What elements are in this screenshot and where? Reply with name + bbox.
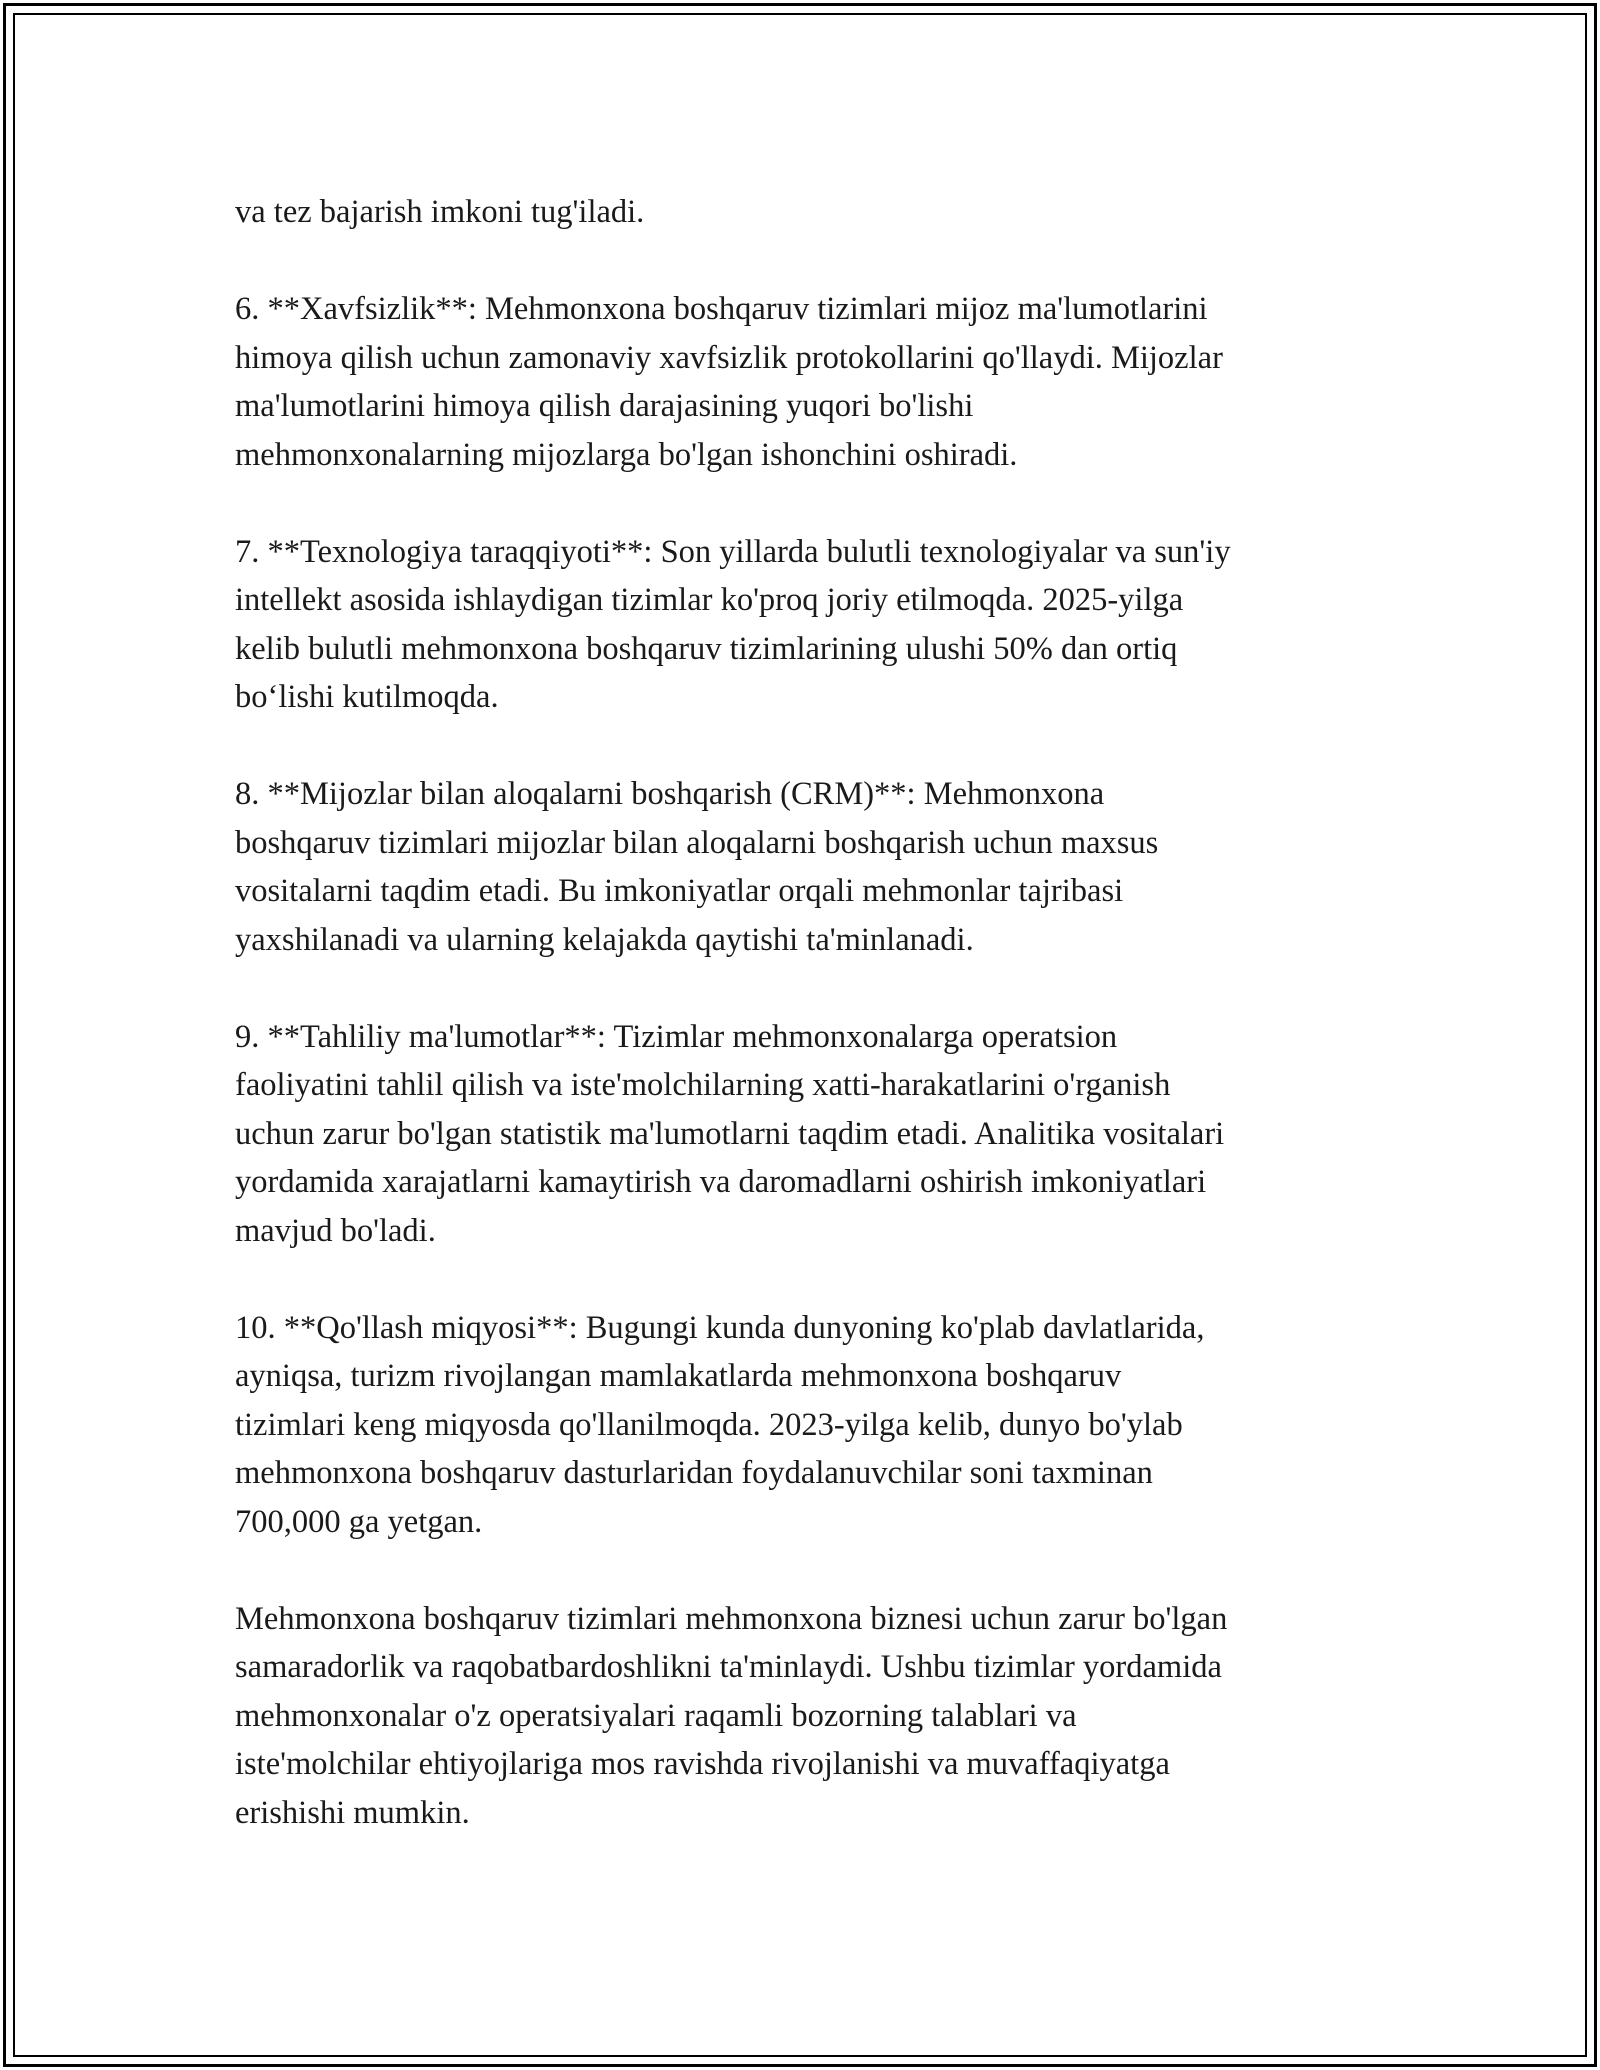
paragraph-item-8-crm: 8. **Mijozlar bilan aloqalarni boshqarish (CRM)**: Mehmonxona boshqaruv tizimlari mijozlar bilan aloqalarni boshqarish uchun maxsus vositalarni taqdim etadi. Bu imkoniyatlar orqali mehmonlar tajribasi yaxshilanadi va ularning kelajakda qaytishi ta'minlanadi. bbox=[235, 776, 1159, 958]
paragraph-item-9-analytics: 9. **Tahliliy ma'lumotlar**: Tizimlar mehmonxonalarga operatsion faoliyatini tahlil qilish va iste'molchilarning xatti-harakatlarini o'rganish uchun zarur bo'lgan statistik ma'lumotlarni taqdim etadi. Analitika vositalari yordamida xarajatlarni kamaytirish va daromadlarni oshirish imkoniyatlari mavjud bo'ladi. bbox=[235, 1018, 1225, 1249]
paragraph-item-7-technology: 7. **Texnologiya taraqqiyoti**: Son yillarda bulutli texnologiyalar va sun'iy intellekt asosida ishlaydigan tizimlar ko'proq joriy etilmoqda. 2025-yilga kelib bulutli mehmonxona boshqaruv tizimlarining ulushi 50% dan ortiq bo‘lishi kutilmoqda. bbox=[235, 533, 1231, 715]
paragraph-item-6-security: 6. **Xavfsizlik**: Mehmonxona boshqaruv tizimlari mijoz ma'lumotlarini himoya qilish uchun zamonaviy xavfsizlik protokollarini qo'llaydi. Mijozlar ma'lumotlarini himoya qilish darajasining yuqori bo'lishi mehmonxonalarning mijozlarga bo'lgan ishonchini oshiradi. bbox=[235, 291, 1223, 473]
paragraph-continuation: va tez bajarish imkoni tug'iladi. bbox=[235, 194, 645, 230]
paragraph-item-10-scale: 10. **Qo'llash miqyosi**: Bugungi kunda dunyoning ko'plab davlatlarida, ayniqsa, turizm rivojlangan mamlakatlarda mehmonxona boshqaruv tizimlari keng miqyosda qo'llanilmoqda. 2023-yilga kelib, dunyo bo'ylab mehmonxona boshqaruv dasturlaridan foydalanuvchilar soni taxminan 700,000 ga yetgan. bbox=[235, 1309, 1205, 1540]
paragraph-conclusion: Mehmonxona boshqaruv tizimlari mehmonxona biznesi uchun zarur bo'lgan samaradorlik va raqobatbardoshlikni ta'minlaydi. Ushbu tizimlar yordamida mehmonxonalar o'z operatsiyalari raqamli bozorning talablari va iste'molchilar ehtiyojlariga mos ravishda rivojlanishi va muvaffaqiyatga erishishi mumkin. bbox=[235, 1600, 1228, 1831]
document-body bbox=[235, 188, 1380, 1886]
